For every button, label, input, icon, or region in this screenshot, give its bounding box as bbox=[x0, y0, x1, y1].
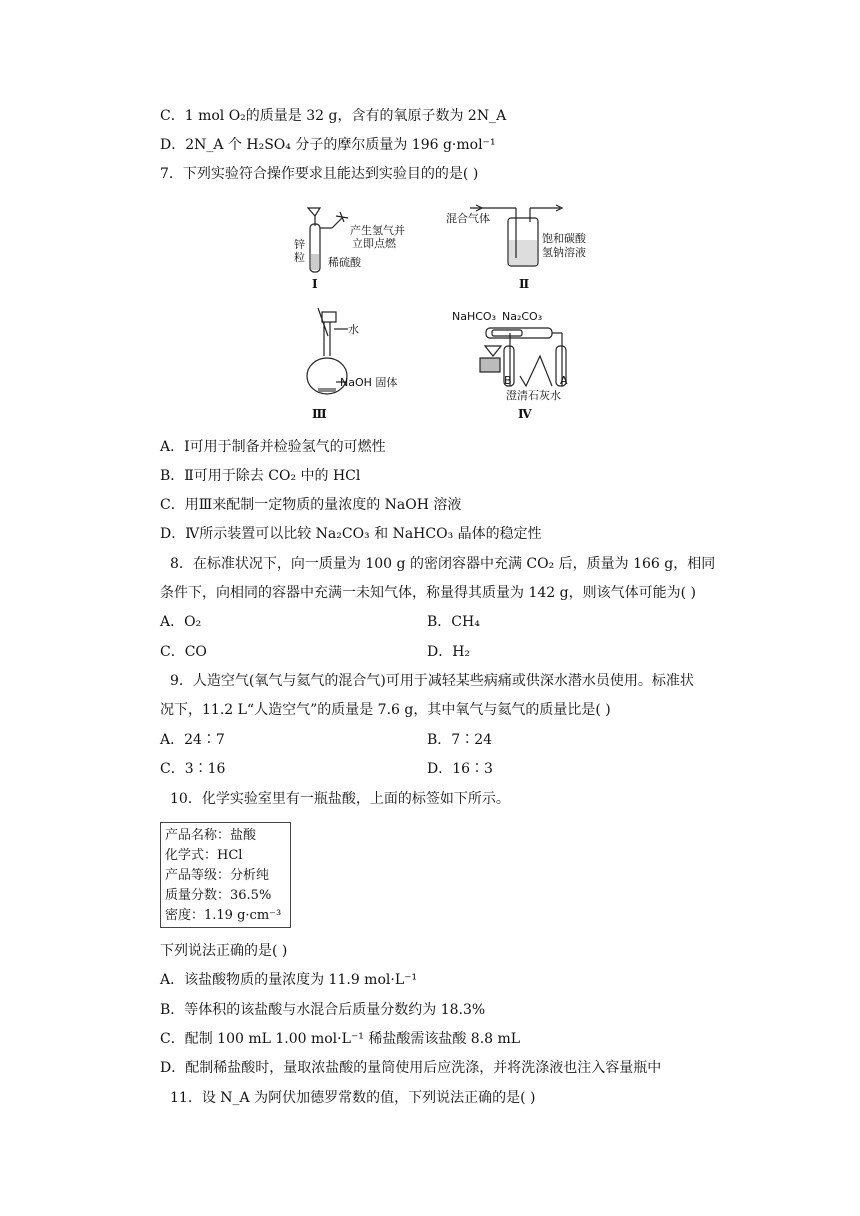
q6-option-c: C．1 mol O₂的质量是 32 g，含有的氧原子数为 2N_A bbox=[160, 108, 507, 124]
apparatus-figure bbox=[290, 196, 590, 428]
fig1-label-2: 立即点燃 bbox=[352, 237, 396, 250]
q6-option-d: D．2N_A 个 H₂SO₄ 分子的摩尔质量为 196 g·mol⁻¹ bbox=[160, 137, 496, 153]
q9-stem-2: 况下，11.2 L“人造空气”的质量是 7.6 g，其中氧气与氦气的质量比是( ) bbox=[160, 702, 611, 718]
q7-option-c: C．用Ⅲ来配制一定物质的量浓度的 NaOH 溶液 bbox=[160, 497, 462, 513]
reagent-label bbox=[160, 822, 291, 928]
q9-stem-1: 9．人造空气(氧气与氦气的混合气)可用于减轻某些病痛或供深水潜水员使用。标准状 bbox=[170, 673, 694, 689]
q8-option-c: C．CO bbox=[160, 644, 207, 660]
fig3-number: Ⅲ bbox=[312, 407, 327, 421]
fig4-nahco3: NaHCO₃ bbox=[452, 310, 496, 323]
q10-option-d: D．配制稀盐酸时，量取浓盐酸的量筒使用后应洗涤，并将洗涤液也注入容量瓶中 bbox=[160, 1060, 662, 1076]
q11-stem: 11．设 N_A 为阿伏加德罗常数的值，下列说法正确的是( ) bbox=[170, 1090, 536, 1106]
fig4-na2co3: Na₂CO₃ bbox=[502, 310, 543, 323]
fig4-b: B bbox=[504, 374, 512, 387]
q9-option-d: D．16∶3 bbox=[427, 761, 493, 777]
q10-question: 下列说法正确的是( ) bbox=[160, 943, 288, 959]
label-formula: 化学式：HCl bbox=[165, 848, 243, 863]
fig2-solution-2: 氢钠溶液 bbox=[542, 246, 586, 259]
q9-option-a: A．24∶7 bbox=[160, 732, 225, 748]
fig2-solution-1: 饱和碳酸 bbox=[542, 232, 586, 245]
fig1-zinc-2: 粒 bbox=[294, 251, 305, 264]
fig2-gas: 混合气体 bbox=[446, 212, 490, 225]
q10-stem: 10．化学实验室里有一瓶盐酸，上面的标签如下所示。 bbox=[170, 791, 510, 807]
q7-option-d: D．Ⅳ所示装置可以比较 Na₂CO₃ 和 NaHCO₃ 晶体的稳定性 bbox=[160, 526, 542, 542]
fig1-zinc-1: 锌 bbox=[294, 238, 305, 251]
q8-option-b: B．CH₄ bbox=[427, 614, 480, 630]
q10-option-a: A．该盐酸物质的量浓度为 11.9 mol·L⁻¹ bbox=[160, 972, 418, 988]
q8-option-d: D．H₂ bbox=[427, 644, 471, 660]
fig2-number: Ⅱ bbox=[519, 277, 530, 291]
q8-stem-2: 条件下，向相同的容器中充满一未知气体，称量得其质量为 142 g，则该气体可能为( ) bbox=[160, 585, 696, 601]
q8-stem-1: 8．在标准状况下，向一质量为 100 g 的密闭容器中充满 CO₂ 后，质量为 166 g，相同 bbox=[170, 556, 716, 572]
fig3-solid: NaOH 固体 bbox=[340, 376, 398, 389]
q7-option-b: B．Ⅱ可用于除去 CO₂ 中的 HCl bbox=[160, 468, 361, 484]
fig1-acid: 稀硫酸 bbox=[328, 256, 361, 269]
fig1-number: Ⅰ bbox=[312, 277, 318, 291]
q10-option-b: B．等体积的该盐酸与水混合后质量分数约为 18.3% bbox=[160, 1002, 486, 1018]
q7-option-a: A．Ⅰ可用于制备并检验氢气的可燃性 bbox=[160, 439, 386, 455]
q9-option-b: B．7∶24 bbox=[427, 732, 493, 748]
fig4-lime: 澄清石灰水 bbox=[506, 389, 561, 402]
q7-stem: 7．下列实验符合操作要求且能达到实验目的的是( ) bbox=[160, 166, 479, 182]
q9-option-c: C．3∶16 bbox=[160, 761, 226, 777]
apparatus-iv bbox=[480, 328, 566, 386]
fig4-a: A bbox=[560, 374, 568, 387]
label-grade: 产品等级：分析纯 bbox=[165, 868, 270, 883]
label-density: 密度：1.19 g·cm⁻³ bbox=[165, 908, 282, 923]
label-fraction: 质量分数：36.5% bbox=[165, 888, 272, 903]
q10-option-c: C．配制 100 mL 1.00 mol·L⁻¹ 稀盐酸需该盐酸 8.8 mL bbox=[160, 1031, 521, 1047]
fig3-water: 水 bbox=[348, 323, 359, 336]
fig4-number: Ⅳ bbox=[518, 407, 532, 421]
label-name: 产品名称：盐酸 bbox=[165, 828, 257, 843]
fig1-label-1: 产生氢气并 bbox=[350, 224, 405, 237]
q8-option-a: A．O₂ bbox=[160, 614, 202, 630]
